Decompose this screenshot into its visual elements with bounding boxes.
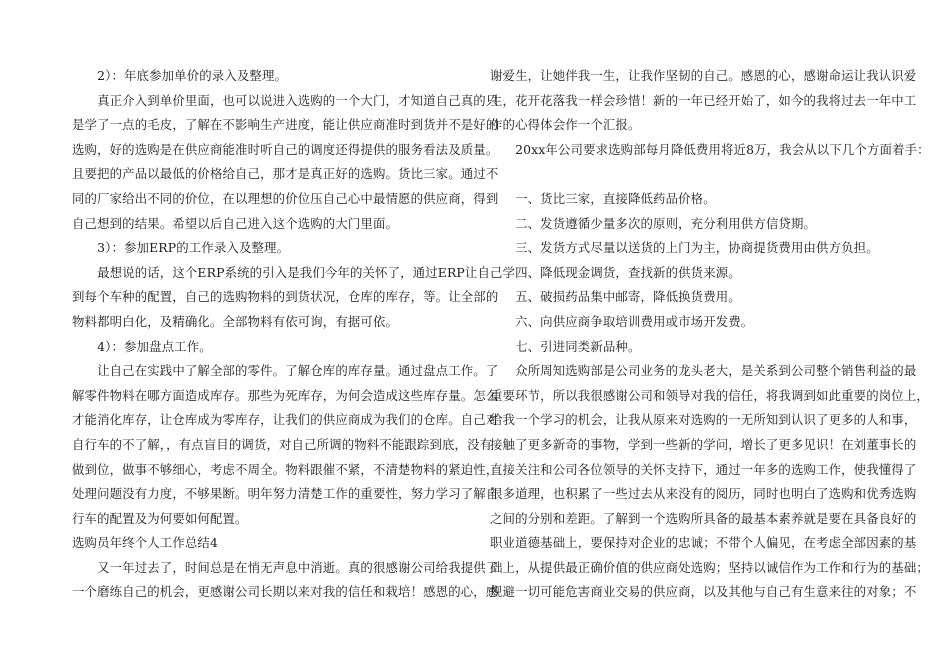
text-line: 解零件物料在哪方面造成库存。那些为死库存，为何会造成这些库存量。怎么 (72, 387, 499, 403)
text-line: 给我一个学习的机会，让我从原来对选购的一无所知到认识了更多的人和事， (490, 412, 917, 428)
left-text-column (72, 64, 516, 605)
text-line: 最想说的话，这个ERP系统的引入是我们今年的关怀了，通过ERP让自己学 (72, 264, 516, 280)
text-line: 接触了更多新奇的事物，学到一些新的学问，增长了更多见识！在刘董事长的 (490, 436, 917, 452)
text-line: 真正介入到单价里面，也可以说进入选购的一个大门，才知道自己真的只 (72, 92, 499, 108)
text-line: 同的厂家给出不同的价位，在以理想的价位压自己心中最情愿的供应商，得到 (72, 190, 499, 206)
text-line: 谢爱生，让她伴我一生，让我作坚韧的自己。感恩的心，感谢命运让我认识爱 (490, 68, 917, 83)
text-line: 职业道德基础上，要保持对企业的忠诚；不带个人偏见，在考虑全部因素的基 (490, 535, 917, 551)
text-line: 五、破损药品集中邮寄，降低换货费用。 (490, 289, 741, 305)
text-line: 一个磨练自己的机会，更感谢公司长期以来对我的信任和栽培！感恩的心，感 (72, 584, 499, 600)
text-line: 4）：参加盘点工作。 (72, 338, 212, 354)
text-line: 二、发货遵循少量多次的原则，充分利用供方信贷期。 (490, 215, 817, 231)
text-line: 是学了一点的毛皮，了解在不影响生产进度，能让供应商准时到货并不是好的 (72, 117, 499, 133)
text-line: 六、向供应商争取培训费用或市场开发费。 (490, 313, 754, 329)
text-line (490, 162, 882, 187)
text-line: 直接关注和公司各位领导的关怀支持下，通过一年多的选购工作，使我懂得了 (490, 461, 917, 477)
text-line: 七、引进同类新品种。 (490, 338, 641, 354)
text-line: 础上，从提供最正确价值的供应商处选购；坚持以诚信作为工作和行为的基础； (490, 559, 929, 575)
text-line: 2）：年底参加单价的录入及整理。 (72, 68, 288, 83)
text-line: 生，花开花落我一样会珍惜！新的一年已经开始了，如今的我将过去一年中工 (490, 92, 917, 108)
text-line: 20xx年公司要求选购部每月降低费用将近8万，我会从以下几个方面着手： (490, 141, 930, 157)
text-line: 行车的配置及为何要如何配置。 (72, 510, 248, 526)
text-line: 且要把的产品以最低的价格给自己，那才是真正好的选购。货比三家。通过不 (72, 166, 499, 182)
text-line: 3）：参加ERP的工作录入及整理。 (72, 240, 290, 256)
text-line: 又一年过去了，时间总是在悄无声息中消逝。真的很感谢公司给我提供了 (72, 559, 499, 575)
text-line: 自行车的不了解，，有点盲目的调货，对自己所调的物料不能跟踪到底，没有 (72, 436, 493, 452)
text-line: 之间的分别和差距。了解到一个选购所具备的最基本素养就是要在具备良好的 (490, 510, 917, 526)
text-line: 很多道理，也积累了一些过去从来没有的阅历，同时也明白了选购和优秀选购 (490, 486, 917, 502)
text-line: 选购员年终个人工作总结4 (72, 535, 218, 551)
text-line: 规避一切可能危害商业交易的供应商，以及其他与自己有生意来往的对象；不 (490, 584, 917, 600)
text-line: 处理问题没有力度，不够果断。明年努力清楚工作的重要性，努力学习了解自 (72, 486, 499, 502)
text-line: 重要环节，所以我很感谢公司和领导对我的信任，将我调到如此重要的岗位上， (490, 387, 929, 403)
text-line: 自己想到的结果。希望以后自己进入这个选购的大门里面。 (72, 215, 399, 231)
text-line: 作的心得体会作一个汇报。 (490, 117, 641, 133)
text-line: 到每个车种的配置，自己的选购物料的到货状况，仓库的库存，等。让全部的 (72, 289, 499, 305)
text-line: 让自己在实践中了解全部的零件。了解仓库的库存量。通过盘点工作。了 (72, 363, 499, 379)
text-line: 做到位，做事不够细心，考虑不周全。物料跟催不紧，不清楚物料的紧迫性， (72, 461, 499, 477)
right-text-column (490, 64, 930, 605)
text-line: 三、发货方式尽量以送货的上门为主，协商提货费用由供方负担。 (490, 240, 879, 256)
text-line: 物料都明白化，及精确化。全部物料有依可询，有据可依。 (72, 313, 399, 329)
text-line: 才能消化库存，让仓库成为零库存，让我们的供应商成为我们的仓库。自己对 (72, 412, 499, 428)
text-line: 四、降低现金调货，查找新的供货来源。 (490, 264, 741, 280)
text-line: 选购，好的选购是在供应商能准时听自己的调度还得提供的服务看法及质量。 (72, 141, 499, 157)
text-line: 众所周知选购部是公司业务的龙头老大，是关系到公司整个销售利益的最 (490, 363, 917, 379)
text-line: 一、货比三家，直接降低药品价格。 (490, 190, 716, 206)
